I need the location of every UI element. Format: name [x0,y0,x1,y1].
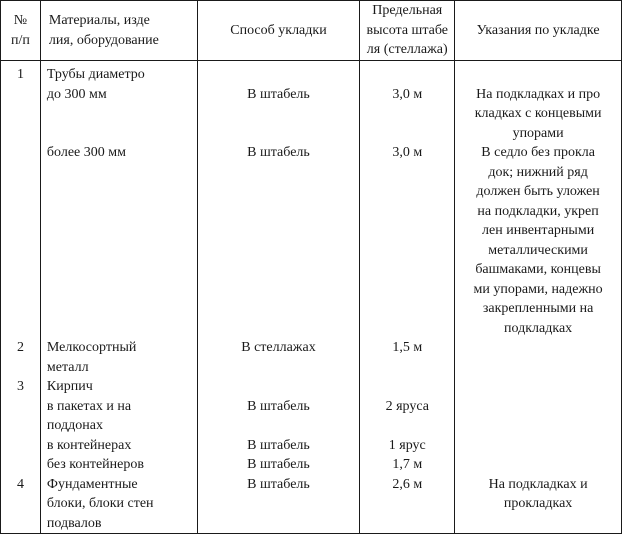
row-num [1,455,41,475]
row-method [197,377,360,397]
row-notes [455,377,622,397]
row-height: 1 ярус [360,436,455,456]
row-method: В штабель [197,85,360,144]
row-height: 2 яруса [360,397,455,436]
row-method: В штабель [197,436,360,456]
row-material: без контейнеров [40,455,197,475]
row-num [1,436,41,456]
row-notes [455,61,622,85]
row-num: 4 [1,475,41,534]
row-method [197,61,360,85]
header-num: № п/п [1,1,41,61]
row-method: В штабель [197,397,360,436]
header-material: Материалы, изде лия, оборудование [40,1,197,61]
row-material: до 300 мм [40,85,197,144]
row-height: 2,6 м [360,475,455,534]
row-height: 3,0 м [360,143,455,338]
row-material: более 300 мм [40,143,197,338]
row-num: 3 [1,377,41,397]
table-row [1,475,622,534]
row-method: В стеллажах [197,338,360,377]
table-row [1,85,622,144]
row-material: в контейнерах [40,436,197,456]
row-height [360,61,455,85]
row-height: 1,5 м [360,338,455,377]
table-row [1,61,622,85]
table-row [1,436,622,456]
row-height: 1,7 м [360,455,455,475]
table-row [1,455,622,475]
row-notes [455,397,622,436]
row-num [1,85,41,144]
row-method: В штабель [197,143,360,338]
header-height: Предельная высота штабе ля (стеллажа) [360,1,455,61]
table-header-row [1,1,622,61]
row-notes [455,436,622,456]
row-method: В штабель [197,455,360,475]
row-material: Кирпич [40,377,197,397]
row-notes: В седло без прокла док; нижний ряд должен быть уложен на подкладки, укреп лен инвентарными металлическими башмаками, концевы ми упорами, надежно закрепленными на подкладках [455,143,622,338]
table-row [1,377,622,397]
row-notes: На подкладках и прокладках [455,475,622,534]
row-material: Трубы диаметро [40,61,197,85]
row-notes [455,455,622,475]
table-row [1,397,622,436]
row-material: в пакетах и на поддонах [40,397,197,436]
row-method: В штабель [197,475,360,534]
row-num [1,143,41,338]
row-notes: На подкладках и про кладках с концевыми упорами [455,85,622,144]
header-method: Способ укладки [197,1,360,61]
row-height [360,377,455,397]
header-notes: Указания по укладке [455,1,622,61]
row-height: 3,0 м [360,85,455,144]
row-notes [455,338,622,377]
table-row [1,338,622,377]
row-num: 2 [1,338,41,377]
row-material: Мелкосортный металл [40,338,197,377]
table-row [1,143,622,338]
row-num: 1 [1,61,41,85]
row-num [1,397,41,436]
row-material: Фундаментные блоки, блоки стен подвалов [40,475,197,534]
